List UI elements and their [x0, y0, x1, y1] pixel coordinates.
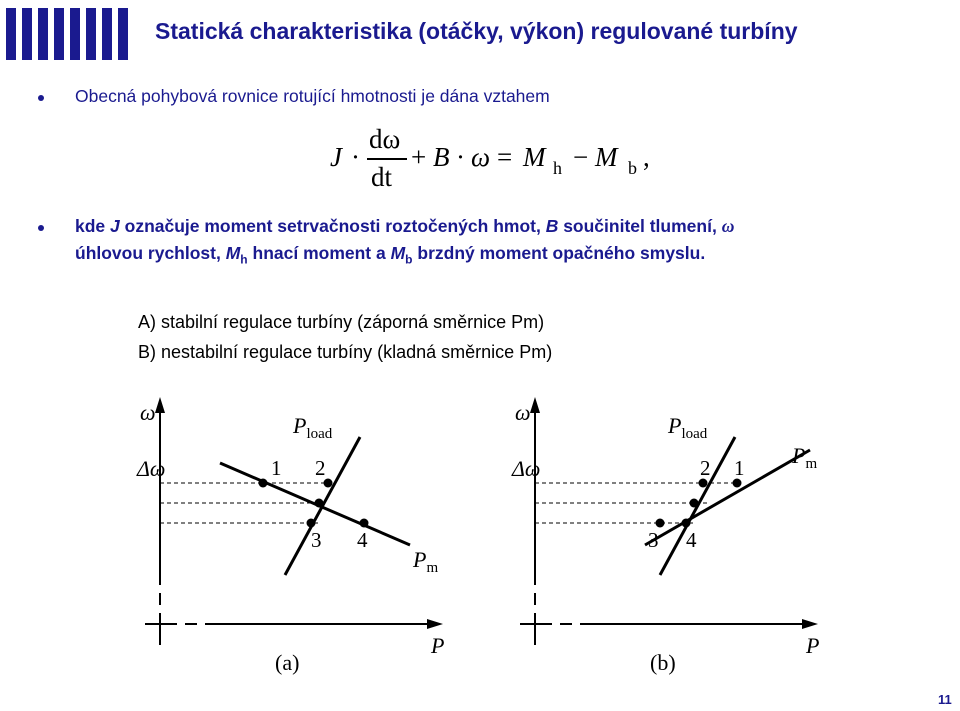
eq-M1: M — [523, 142, 546, 172]
eq-den: dt — [371, 162, 393, 192]
page-number: 11 — [938, 692, 952, 707]
caption-b: (b) — [650, 650, 676, 675]
intro-text: Obecná pohybová rovnice rotující hmotnosti je dána vztahem — [75, 86, 550, 106]
eq-B: B — [433, 142, 450, 172]
option-b: B) nestabilní regulace turbíny (kladná směrnice Pm) — [138, 342, 553, 362]
load-label: $P_{load}$ — [668, 413, 708, 442]
eq-J: J — [330, 142, 342, 172]
eq-omega: ω — [471, 142, 491, 172]
point-4-label: 4 — [686, 528, 697, 552]
pm-label: $P_m$ — [792, 443, 818, 472]
slide-title: Statická charakteristika (otáčky, výkon) regulované turbíny — [155, 18, 798, 44]
x-axis-label: P — [431, 633, 445, 658]
eq-sub-h: h — [553, 158, 562, 178]
figure-b — [510, 395, 850, 685]
delta-omega-label: Δω — [137, 456, 166, 481]
explanation-line-1: kde J označuje moment setrvačnosti roztočených hmot, B součinitel tlumení, ω — [75, 216, 735, 236]
eq-M2: M — [595, 142, 618, 172]
eq-equals: = — [497, 142, 513, 172]
point-2-label: 2 — [315, 456, 326, 480]
y-axis-label: ω — [515, 400, 531, 425]
delta-omega-label: Δω — [512, 456, 541, 481]
eq-dot-1: · — [351, 142, 360, 172]
point-3-label: 3 — [648, 528, 659, 552]
fraction-bar — [367, 158, 407, 160]
point-4-label: 4 — [357, 528, 368, 552]
eq-num: dω — [369, 124, 401, 154]
option-a: A) stabilní regulace turbíny (záporná směrnice Pm) — [138, 312, 545, 332]
point-2-label: 2 — [700, 456, 711, 480]
point-3-label: 3 — [311, 528, 322, 552]
point-1-label: 1 — [271, 456, 282, 480]
caption-a: (a) — [275, 650, 300, 675]
x-axis-label: P — [806, 633, 820, 658]
university-logo — [6, 8, 136, 60]
eq-minus: − — [573, 142, 589, 172]
point-1-label: 1 — [734, 456, 745, 480]
eq-comma: , — [643, 142, 650, 172]
bullet-dot — [38, 95, 44, 101]
explanation-line-2: úhlovou rychlost, $M_h$ hnací moment a $M_b$ brzdný moment opačného smyslu. — [75, 243, 706, 267]
eq-sub-b: b — [628, 158, 637, 178]
eq-dot-2: · — [456, 142, 465, 172]
load-label: $P_{load}$ — [293, 413, 333, 442]
eq-plus: + — [411, 142, 427, 172]
bullet-dot — [38, 225, 44, 231]
equation — [325, 120, 665, 200]
y-axis-label: ω — [140, 400, 156, 425]
figure-a — [135, 395, 475, 685]
pm-label: $P_m$ — [413, 547, 439, 576]
